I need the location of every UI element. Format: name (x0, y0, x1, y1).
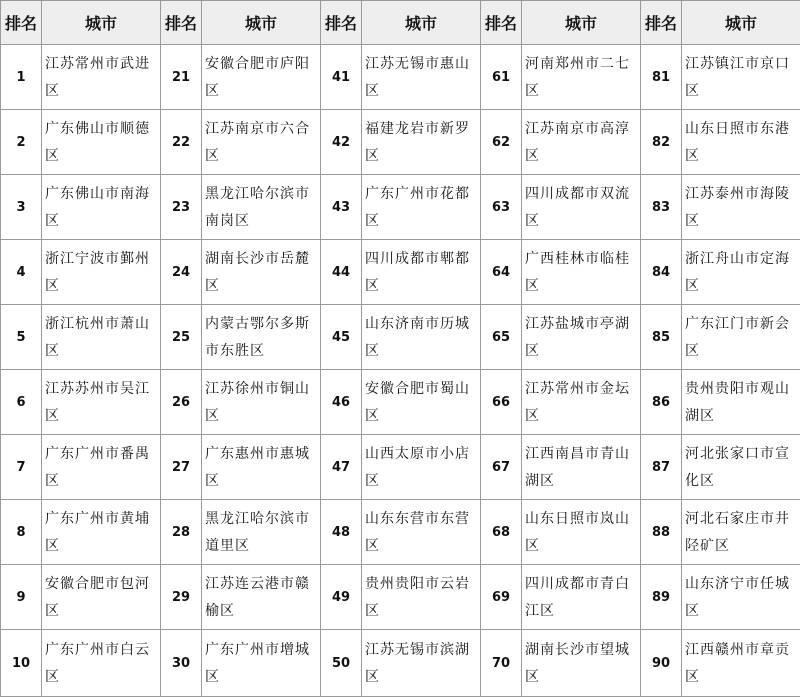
city-cell: 江苏苏州市吴江区 (42, 370, 161, 435)
header-city: 城市 (202, 1, 321, 45)
rank-cell: 4 (1, 240, 42, 305)
rank-cell: 46 (321, 370, 362, 435)
city-cell: 江苏连云港市赣榆区 (202, 565, 321, 630)
rank-cell: 83 (641, 175, 682, 240)
table-row (1, 175, 800, 240)
rank-cell: 49 (321, 565, 362, 630)
rank-cell: 82 (641, 110, 682, 175)
rank-cell: 81 (641, 45, 682, 110)
rank-cell: 90 (641, 630, 682, 697)
city-cell: 福建龙岩市新罗区 (362, 110, 481, 175)
city-cell: 河北张家口市宣化区 (682, 435, 800, 500)
city-cell: 浙江舟山市定海区 (682, 240, 800, 305)
rank-cell: 44 (321, 240, 362, 305)
rank-cell: 47 (321, 435, 362, 500)
header-city: 城市 (42, 1, 161, 45)
rank-cell: 88 (641, 500, 682, 565)
city-cell: 四川成都市青白江区 (522, 565, 641, 630)
rank-cell: 6 (1, 370, 42, 435)
table-row (1, 45, 800, 110)
city-cell: 江苏常州市武进区 (42, 45, 161, 110)
rank-cell: 84 (641, 240, 682, 305)
rank-cell: 8 (1, 500, 42, 565)
header-rank: 排名 (161, 1, 202, 45)
rank-cell: 29 (161, 565, 202, 630)
rank-cell: 5 (1, 305, 42, 370)
header-city: 城市 (682, 1, 800, 45)
city-cell: 湖南长沙市岳麓区 (202, 240, 321, 305)
city-cell: 广东广州市白云区 (42, 630, 161, 697)
city-cell: 广东佛山市南海区 (42, 175, 161, 240)
header-rank: 排名 (321, 1, 362, 45)
rank-cell: 28 (161, 500, 202, 565)
table-row (1, 305, 800, 370)
table-header (1, 1, 800, 45)
city-cell: 广东佛山市顺德区 (42, 110, 161, 175)
header-row (1, 1, 800, 45)
city-cell: 山东济南市历城区 (362, 305, 481, 370)
table-row (1, 630, 800, 697)
rank-cell: 65 (481, 305, 522, 370)
rank-cell: 7 (1, 435, 42, 500)
rank-cell: 42 (321, 110, 362, 175)
rank-cell: 86 (641, 370, 682, 435)
city-cell: 四川成都市双流区 (522, 175, 641, 240)
rank-cell: 45 (321, 305, 362, 370)
city-cell: 黑龙江哈尔滨市南岗区 (202, 175, 321, 240)
table-body (1, 45, 800, 697)
city-cell: 江苏徐州市铜山区 (202, 370, 321, 435)
rank-cell: 62 (481, 110, 522, 175)
table-row (1, 565, 800, 630)
rank-cell: 70 (481, 630, 522, 697)
table-row (1, 240, 800, 305)
rank-cell: 66 (481, 370, 522, 435)
city-cell: 广东广州市黄埔区 (42, 500, 161, 565)
city-cell: 山东日照市岚山区 (522, 500, 641, 565)
city-cell: 贵州贵阳市云岩区 (362, 565, 481, 630)
rank-cell: 10 (1, 630, 42, 697)
rank-cell: 50 (321, 630, 362, 697)
city-cell: 江西南昌市青山湖区 (522, 435, 641, 500)
rank-cell: 89 (641, 565, 682, 630)
rank-cell: 27 (161, 435, 202, 500)
city-cell: 江苏盐城市亭湖区 (522, 305, 641, 370)
city-cell: 四川成都市郫都区 (362, 240, 481, 305)
city-cell: 山东济宁市任城区 (682, 565, 800, 630)
city-cell: 贵州贵阳市观山湖区 (682, 370, 800, 435)
city-cell: 广西桂林市临桂区 (522, 240, 641, 305)
rank-cell: 2 (1, 110, 42, 175)
city-cell: 广东惠州市惠城区 (202, 435, 321, 500)
city-cell: 内蒙古鄂尔多斯市东胜区 (202, 305, 321, 370)
rank-cell: 21 (161, 45, 202, 110)
city-cell: 山东东营市东营区 (362, 500, 481, 565)
city-cell: 江苏无锡市滨湖区 (362, 630, 481, 697)
city-cell: 江苏无锡市惠山区 (362, 45, 481, 110)
header-city: 城市 (522, 1, 641, 45)
city-cell: 广东广州市番禺区 (42, 435, 161, 500)
city-cell: 江苏泰州市海陵区 (682, 175, 800, 240)
city-cell: 河南郑州市二七区 (522, 45, 641, 110)
header-rank: 排名 (641, 1, 682, 45)
rank-cell: 85 (641, 305, 682, 370)
header-city: 城市 (362, 1, 481, 45)
rank-cell: 63 (481, 175, 522, 240)
rank-cell: 23 (161, 175, 202, 240)
city-cell: 江苏镇江市京口区 (682, 45, 800, 110)
city-cell: 安徽合肥市庐阳区 (202, 45, 321, 110)
rank-cell: 41 (321, 45, 362, 110)
header-rank: 排名 (481, 1, 522, 45)
rank-cell: 67 (481, 435, 522, 500)
rank-cell: 24 (161, 240, 202, 305)
rank-cell: 61 (481, 45, 522, 110)
rank-cell: 43 (321, 175, 362, 240)
city-cell: 安徽合肥市包河区 (42, 565, 161, 630)
city-cell: 江苏南京市六合区 (202, 110, 321, 175)
rank-cell: 64 (481, 240, 522, 305)
rank-cell: 87 (641, 435, 682, 500)
city-cell: 江苏常州市金坛区 (522, 370, 641, 435)
rank-cell: 22 (161, 110, 202, 175)
city-cell: 黑龙江哈尔滨市道里区 (202, 500, 321, 565)
rank-cell: 68 (481, 500, 522, 565)
rank-cell: 26 (161, 370, 202, 435)
rank-cell: 69 (481, 565, 522, 630)
rank-cell: 9 (1, 565, 42, 630)
city-cell: 浙江杭州市萧山区 (42, 305, 161, 370)
city-cell: 广东江门市新会区 (682, 305, 800, 370)
city-cell: 湖南长沙市望城区 (522, 630, 641, 697)
city-cell: 安徽合肥市蜀山区 (362, 370, 481, 435)
header-rank: 排名 (1, 1, 42, 45)
rank-cell: 25 (161, 305, 202, 370)
city-cell: 山东日照市东港区 (682, 110, 800, 175)
table-row (1, 370, 800, 435)
city-cell: 广东广州市花都区 (362, 175, 481, 240)
city-cell: 江西赣州市章贡区 (682, 630, 800, 697)
table-row (1, 435, 800, 500)
city-cell: 广东广州市增城区 (202, 630, 321, 697)
city-cell: 江苏南京市高淳区 (522, 110, 641, 175)
city-cell: 浙江宁波市鄞州区 (42, 240, 161, 305)
rank-cell: 30 (161, 630, 202, 697)
table-row (1, 110, 800, 175)
table-row (1, 500, 800, 565)
rank-cell: 1 (1, 45, 42, 110)
city-cell: 河北石家庄市井陉矿区 (682, 500, 800, 565)
city-cell: 山西太原市小店区 (362, 435, 481, 500)
rank-cell: 3 (1, 175, 42, 240)
rank-cell: 48 (321, 500, 362, 565)
